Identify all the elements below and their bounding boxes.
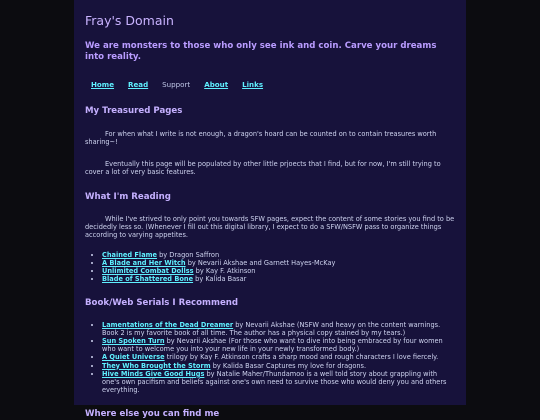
nav-read-link[interactable]: Read [128, 80, 149, 89]
treasured-paragraph-1: For when what I write is not enough, a dragon's hoard can be counted on to contain treasures worth sharing~! [85, 130, 437, 147]
reading-intro: While I've strived to only point you towards SFW pages, expect the content of some stories you find to be decidedly less so. (Whenever I fill out this digital library, I expect to do a SFW/NSFW pass to organize things according to varying appetites. [85, 214, 455, 240]
list-item: • Unlimited Combat Dollss by Kay F. Atkinson [102, 267, 456, 275]
site-tagline: We are monsters to those who only see ink and coin. Carve your dreams into reality. [85, 41, 437, 62]
serial-link-hive-minds[interactable]: Hive Minds Give Good Hugs [102, 369, 205, 378]
serial-link-brought-the-storm[interactable]: They Who Brought the Storm [102, 361, 211, 370]
reading-link-chained-flame[interactable]: Chained Flame [102, 250, 157, 259]
list-item: • They Who Brought the Storm by Kalida Basar Captures my love for dragons. [102, 362, 456, 370]
nav-links-link[interactable]: Links [242, 80, 264, 89]
list-item: • Blade of Shattered Bone by Kalida Basar [102, 275, 456, 283]
list-item: • A Blade and Her Witch by Nevarii Akshae and Garnett Hayes-McKay [102, 259, 456, 267]
site-title: Fray's Domain [85, 13, 174, 28]
treasured-paragraph-2: Eventually this page will be populated by other little prjoects that I find, but for now, I'm still trying to cover a lot of very basic features. [85, 159, 441, 177]
serials-list [85, 321, 456, 395]
reading-list [85, 251, 456, 284]
serial-link-quiet-universe[interactable]: A Quiet Universe [102, 353, 165, 362]
nav-home-link[interactable]: Home [91, 80, 115, 89]
elsewhere-heading: Where else you can find me [85, 409, 220, 420]
list-item: • Sun Spoken Turn by Nevarii Akshae (For those who want to dive into being embraced by four women who want to welcome you into your new life in your newly transformed body.) [102, 337, 456, 353]
serials-heading: Book/Web Serials I Recommend [85, 297, 239, 308]
main-nav [91, 80, 456, 90]
reading-heading: What I'm Reading [85, 191, 171, 202]
nav-about-link[interactable]: About [204, 80, 229, 89]
serial-link-lamentations[interactable]: Lamentations of the Dead Dreamer [102, 320, 234, 329]
list-item: • A Quiet Universe trilogy by Kay F. Atkinson crafts a sharp mood and rough characters I love fiercely. [102, 353, 456, 361]
reading-link-blade-and-witch[interactable]: A Blade and Her Witch [102, 259, 186, 268]
list-item: • Hive Minds Give Good Hugs by Natalie Maher/Thundamoo is a well told story about grappling with one's own pacifism and beliefs against one's own need to survive those who would deny you and others everything. [102, 370, 456, 395]
treasured-heading: My Treasured Pages [85, 106, 183, 116]
list-item: • Chained Flame by Dragon Saffron [102, 251, 456, 259]
nav-support-current: Support [162, 80, 191, 89]
reading-link-combat-dolls[interactable]: Unlimited Combat Dollss [102, 267, 194, 276]
page-panel [74, 0, 466, 420]
list-item: • Lamentations of the Dead Dreamer by Nevarii Akshae (NSFW and heavy on the content warnings. Book 2 is my favorite book of all time. The author has a physical copy stained by my tears.) [102, 321, 456, 337]
serial-link-sun-spoken-turn[interactable]: Sun Spoken Turn [102, 337, 165, 346]
reading-link-shattered-bone[interactable]: Blade of Shattered Bone [102, 275, 194, 284]
